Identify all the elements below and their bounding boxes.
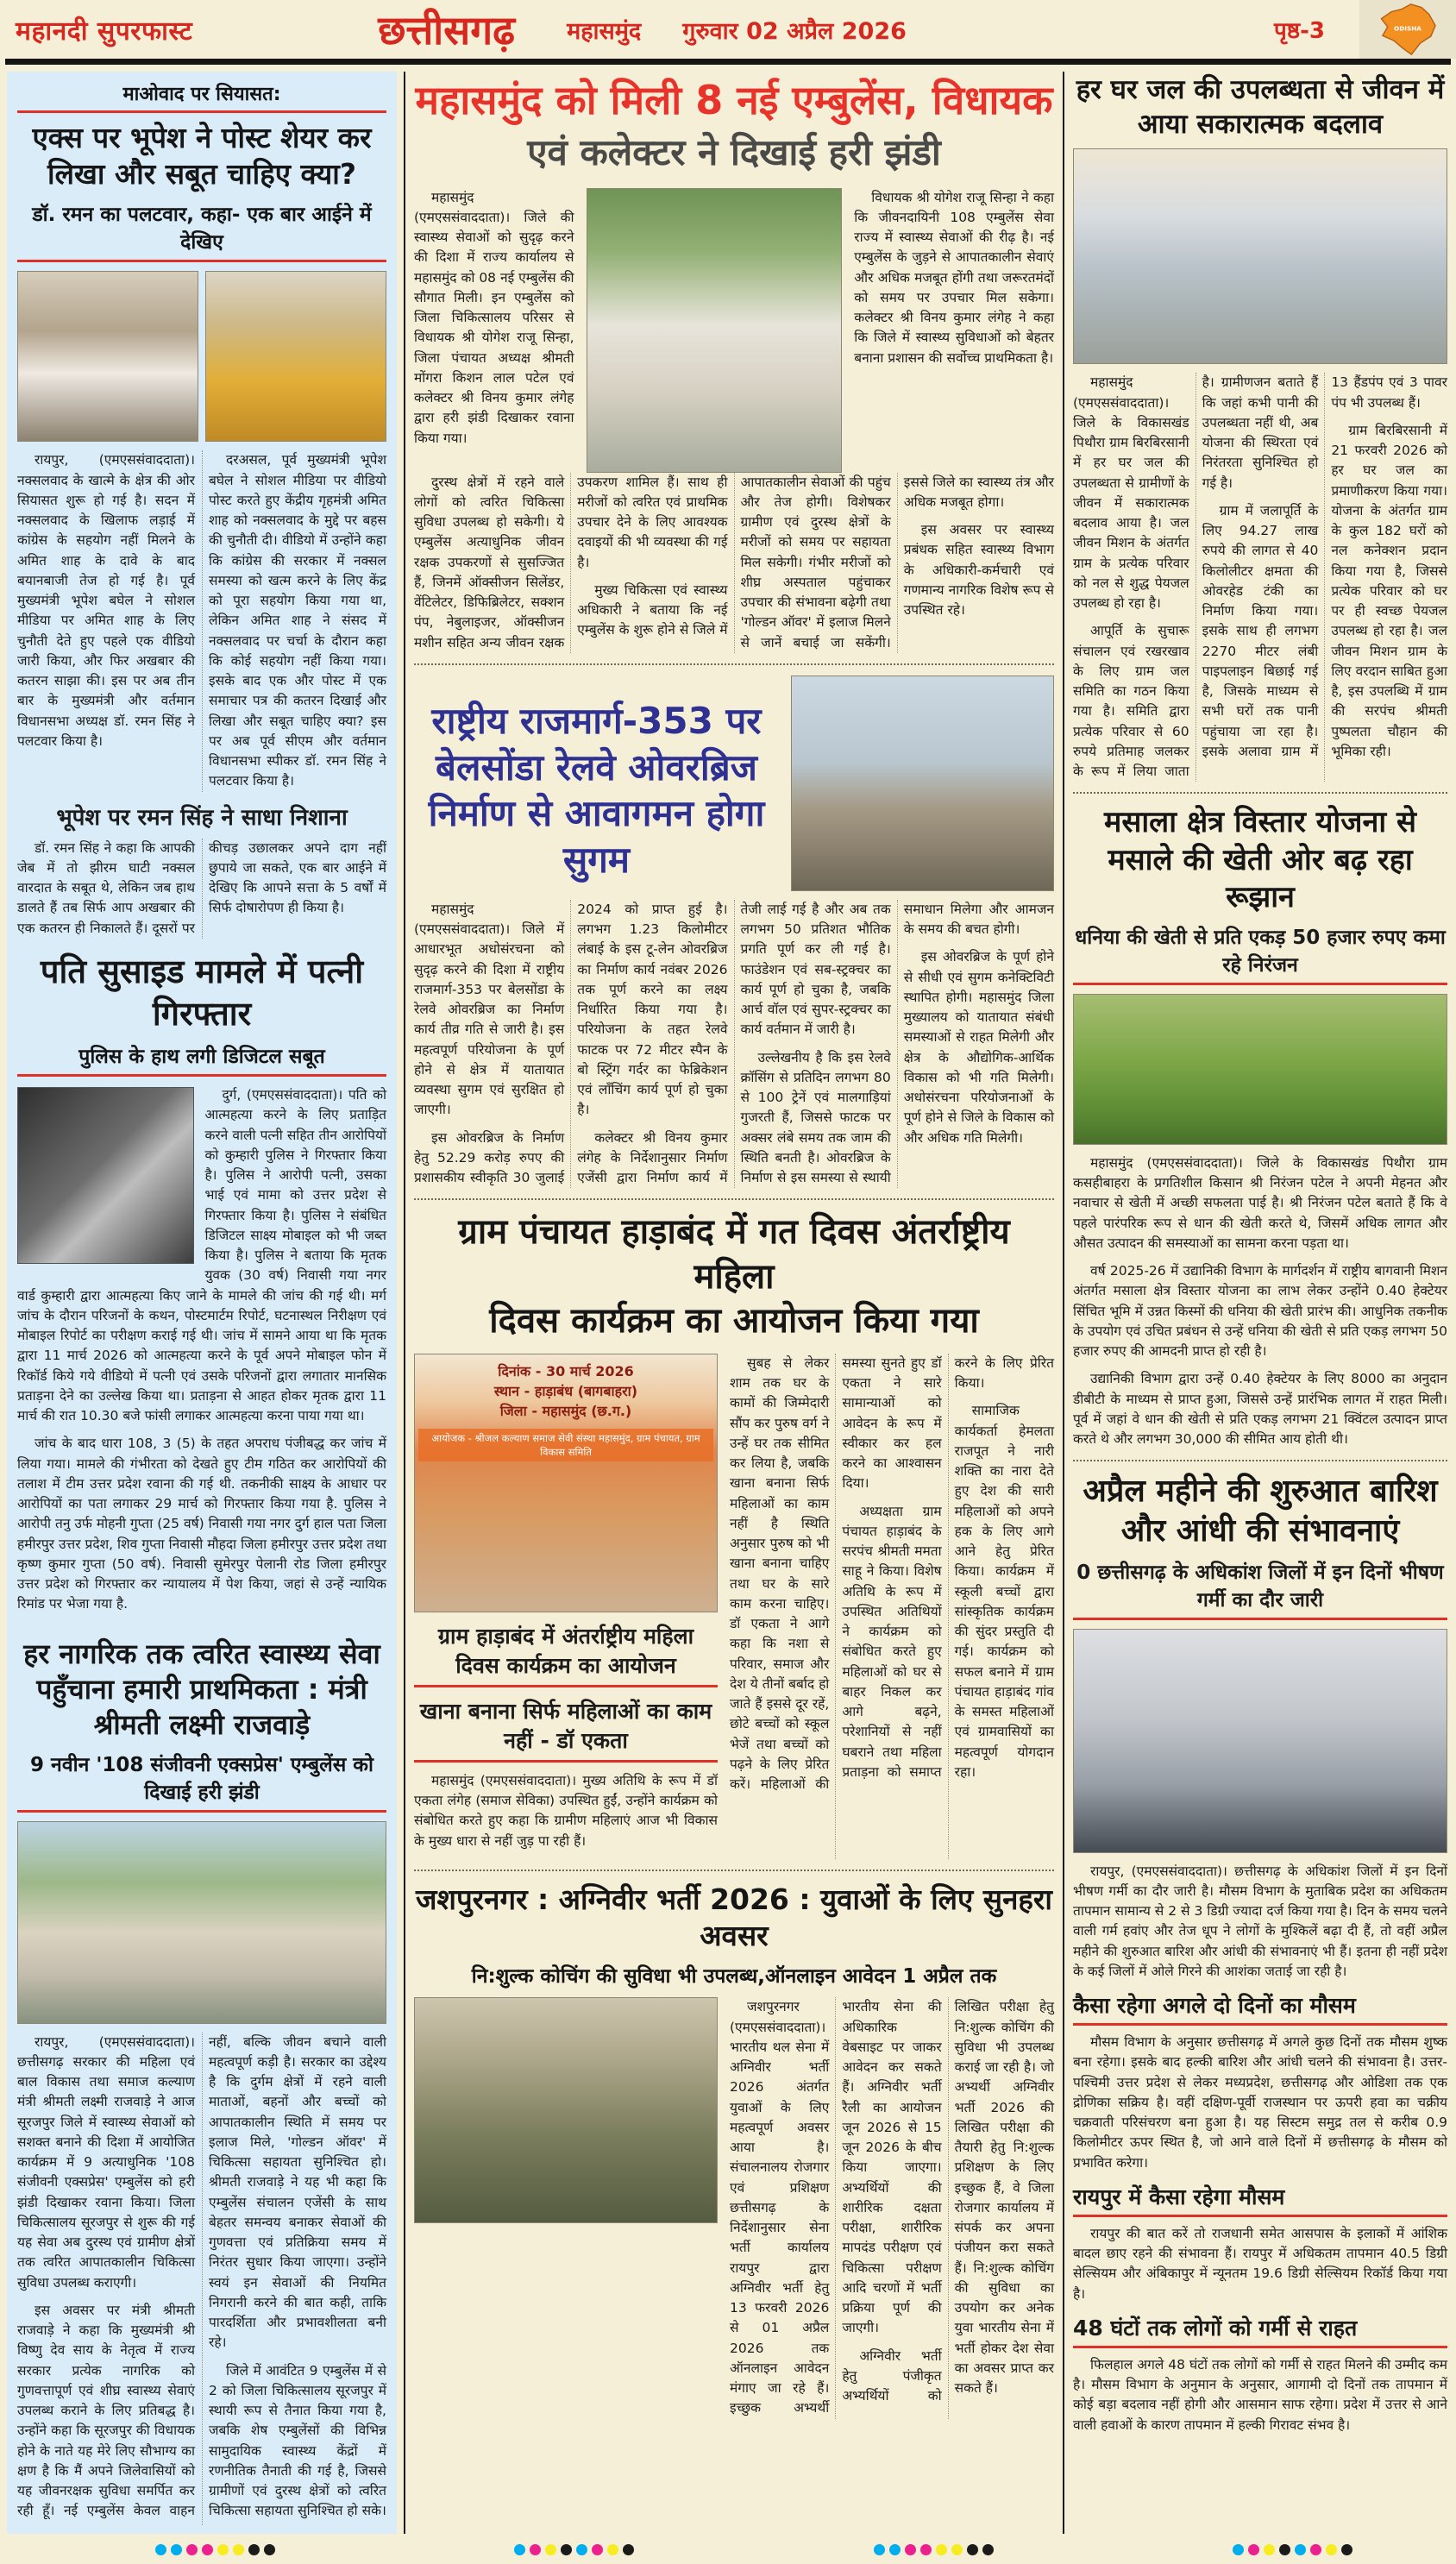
suicide-body: [17, 1085, 386, 1623]
weather-section-head-3: 48 घंटों तक लोगों को गर्मी से राहत: [1073, 2313, 1447, 2348]
raman-singh-photo: [205, 271, 386, 442]
paragraph: अध्यक्षता ग्राम पंचायत हाड़ाबंद के सरपंच श्रीमती ममता साहू ने किया। विशेष अतिथि के रूप में उपस्थित अतिथियों ने कार्यक्रम को संबोधित करते हुए महिलाओं को घर से बाहर निकल कर आगे बढ़ने, परेशानियों से नहीं घबराने तथा महिला प्रताड़ना को समाप्त करने के लिए प्रेरित किया।: [842, 1354, 1054, 1780]
headline-overbridge-line1: राष्ट्रीय राजमार्ग-353 पर बेलसोंडा रेलवे ओवरब्रिज: [431, 699, 762, 789]
maovad-body-2: [17, 839, 386, 939]
odisha-map-label: ODISHA: [1394, 24, 1421, 33]
overbridge-construction-photo: [791, 676, 1054, 891]
masthead-city: महासमुंद: [567, 17, 642, 45]
paragraph: कलेक्टर श्री विनय कुमार लंगेह के निर्देशानुसार निर्माण एजेंसी द्वारा निर्माण कार्य में तेजी लाई गई है और अब तक लगभग 50 प्रतिशत भौतिक प्रगति पूर्ण कर ली गई है। फाउंडेशन एवं सब-स्ट्रक्चर का कार्य पूर्ण हो चुका है, जबकि आर्च वॉल एवं सुपर-स्ट्रक्चर का कार्य वर्तमान में जारी है।: [577, 901, 891, 1186]
dotted-divider: [414, 663, 1054, 665]
registration-marks-icon: [155, 2544, 275, 2555]
divider-red: [17, 260, 386, 262]
article-har-ghar-jal: [1073, 73, 1447, 782]
headline-weather: अप्रैल महीने की शुरुआत बारिश और आंधी की संभावनाएं: [1083, 1474, 1438, 1549]
paragraph: जिले में आवंटित 9 एम्बुलेंस में से 2 को जिला चिकित्सालय सूरजपुर में स्थायी रूप से तैनात किया गया है, जबकि शेष एम्बुलेंसों की विभिन्न सामुदायिक स्वास्थ्य केंद्रों में रणनीतिक तैनाती की गई है, जिससे ग्रामीणों एवं दुरस्थ क्षेत्रों को त्वरित चिकित्सा सहायता सुनिश्चित हो सके।: [209, 2362, 386, 2519]
dotted-divider: [1073, 792, 1447, 794]
article-minister-ambulance: [17, 1637, 386, 2525]
headline-womens-day-line1: ग्राम पंचायत हाड़ाबंद में गत दिवस अंतर्राष्ट्रीय महिला: [458, 1212, 1010, 1297]
headline-maovad: एक्स पर भूपेश ने पोस्ट शेयर कर लिखा और सबूत चाहिए क्या?: [32, 121, 372, 192]
paragraph: रायपुर, (एमएससंवाददाता)। नक्सलवाद के खात्मे के क्षेत्र की ओर सियासत शुरू हो गई है। सदन में नक्सलवाद के खिलाफ लड़ाई में कांग्रेस के सहयोग नहीं मिलने के अमित शाह के दावे के बाद बयानबाजी तेज हो गई है। पूर्व मुख्यमंत्री भूपेश बघेल ने सोशल मीडिया पर अमित शाह के लिए चुनौती देते हुए पहले एक वीडियो जारी किया, और फिर अखबार की कतरन साझा की। इस पर अब तीन बार के मुख्यमंत्री और वर्तमान विधानसभा अध्यक्ष डॉ. रमन सिंह ने पलटवार किया है।: [17, 452, 195, 749]
womens-day-lead: [414, 1771, 718, 1851]
article-new-ambulances: [414, 75, 1054, 653]
minister-flagoff-photo: [17, 1821, 386, 2024]
divider-red: [17, 1810, 386, 1813]
paragraph: महासमुंद (एमएससंवाददाता)। जिले के विकासखंड पिथौरा ग्राम कसहीबाहरा के प्रगतिशील किसान श्री निरंजन पटेल ने अपनी मेहनत और नवाचार से खेती में अच्छी सफलता पाई है। श्री निरंजन पटेल बताते हैं कि वे पहले पारंपरिक रूप से धान की खेती करते थे, जिसमें अधिक लागत और औसत उत्पादन की समस्याओं का सामना करना पड़ता था।: [1073, 1154, 1447, 1251]
subhead-agniveer: नि:शुल्क कोचिंग की सुविधा भी उपलब्ध,ऑनलाइन आवेदन 1 अप्रैल तक: [471, 1965, 997, 1989]
womens-day-event-photo: [414, 1354, 718, 1612]
weather-section-head-1: कैसा रहेगा अगले दो दिनों का मौसम: [1073, 1990, 1447, 2026]
registration-marks-icon: [1233, 2544, 1352, 2555]
paragraph: ग्राम में जलापूर्ति के लिए 94.27 लाख रुपये की लागत से 40 किलोलीटर क्षमता की ओवरहेड टंकी का निर्माण किया गया। इसके साथ ही लगभग 2270 मीटर लंबी पाइपलाइन बिछाई गई है, जिसके माध्यम से सभी घरों तक पानी पहुंचाया जा रहा है। इसके अलावा ग्राम में 13 हैंडपंप एवं 3 पावर पंप भी उपलब्ध हैं।: [1202, 374, 1447, 759]
paragraph: महासमुंद (एमएससंवाददाता)। जिले की स्वास्थ्य सेवाओं को सुदृढ़ करने की दिशा में राज्य कार्यालय से महासमुंद को 08 नई एम्बुलेंस की सौगात मिली। इन एम्बुलेंस को जिला चिकित्सालय परिसर से विधायक श्री योगेश राजू सिन्हा, जिला पंचायत अध्यक्ष श्रीमती मोंगरा किशन लाल पटेल एवं कलेक्टर श्री विनय कुमार लंगेह द्वारा हरी झंडी दिखाकर रवाना किया गया।: [414, 189, 574, 446]
print-registration-strip: [0, 2537, 1456, 2564]
masthead-rule: [5, 59, 1451, 65]
paragraph: सामाजिक कार्यकर्ता हेमलता राजपूत ने नारी शक्ति का नारा देते हुए देश की सारी महिलाओं को अपने हक के लिए आगे आने हेतु प्रेरित किया। कार्यक्रम में स्कूली बच्चों द्वारा सांस्कृतिक कार्यक्रम की सुंदर प्रस्तुति दी गई। कार्यक्रम को सफल बनाने में ग्राम पंचायत हाड़ाबंद गांव के समस्त महिलाओं एवं ग्रामवासियों का महत्वपूर्ण योगदान रहा।: [954, 1403, 1054, 1780]
article-spice-farming: [1073, 804, 1447, 1449]
paragraph: रायपुर, (एमएससंवाददाता)। छत्तीसगढ़ सरकार की महिला एवं बाल विकास तथा समाज कल्याण मंत्री श्रीमती लक्ष्मी राजवाड़े ने आज सूरजपुर जिले में स्वास्थ्य सेवाओं को सशक्त बनाने की दिशा में आयोजित कार्यक्रम में 9 अत्याधुनिक '108 संजीवनी एक्सप्रेस' एम्बुलेंस को हरी झंडी दिखाकर रवाना किया। जिला चिकित्सालय सूरजपुर से शुरू की गई यह सेवा अब दुरस्थ एवं ग्रामीण क्षेत्रों तक त्वरित आपातकालीन चिकित्सा सुविधा उपलब्ध कराएगी।: [17, 2033, 195, 2291]
paragraph: ग्राम बिरबिरसानी में 21 फरवरी 2026 को हर घर जल का प्रमाणीकरण किया गया। योजना के अंतर्गत ग्राम के कुल 182 घरों को नल कनेक्शन प्रदान किया गया है, जिससे प्रत्येक परिवार को घर पर ही स्वच्छ पेयजल उपलब्ध हो रहा है। जल जीवन मिशन ग्राम के लिए वरदान साबित हुआ है, इस उपलब्धि में ग्राम की सरपंच श्रीमती पुष्पलता चौहान की भूमिका रही।: [1331, 422, 1447, 759]
paragraph: मौसम विभाग के अनुसार छत्तीसगढ़ में अगले कुछ दिनों तक मौसम शुष्क बना रहेगा। इसके बाद हल्की बारिश और आंधी चलने की संभावना है। उत्तर-पश्चिमी उत्तर प्रदेश से लेकर मध्यप्रदेश, छत्तीसगढ़ और ओडिशा तक एक द्रोणिका सक्रिय है। वहीं दक्षिण-पूर्वी राजस्थान पर ऊपरी हवा का चक्रीय चक्रवाती परिसंचरण बना हुआ है। यह सिस्टम समुद्र तल से करीब 0.9 किलोमीटर ऊपर स्थित है, जो आने वाले दिनों में छत्तीसगढ़ के मौसम को प्रभावित करेगा।: [1073, 2034, 1447, 2171]
water-body: [1073, 373, 1447, 782]
weather-section-body-3: [1073, 2355, 1447, 2435]
paragraph: डॉ. रमन सिंह ने कहा कि आपकी जेब में तो झीरम घाटी नक्सल वारदात के सबूत थे, लेकिन जब हाथ डालते हैं तब सिर्फ आप अखबार की एक कतरन ही निकालते हैं। दूसरों पर कीचड़ उछालकर अपने दाग नहीं छुपाये जा सकते, एक बार आईने में देखिए कि आपने सत्ता के 5 वर्षों में सिर्फ दोषारोपण ही किया है।: [17, 839, 386, 936]
paragraph: सुबह से लेकर शाम तक घर के कामों की जिम्मेदारी सौंप कर पुरुष वर्ग ने उन्हें घर तक सीमित कर लिया है, जबकि खाना बनाना सिर्फ महिलाओं का काम नहीं है स्थिति अनुसार पुरुष को भी खाना बनाना चाहिए तथा घर के सारे काम करना चाहिए। डॉ एकता ने आगे कहा कि नशा से परिवार, समाज और देश ये तीनों बर्बाद हो जाते हैं इससे दूर रहें, छोटे बच्चों को स्कूल भेजें तथा बच्चों को पढ़ने के लिए प्रेरित करें। महिलाओं की समस्या सुनते हुए डॉ एकता ने सारे सामान्याओं को आवेदन के रूप में स्वीकार कर हल करने का आश्वासन दिया।: [730, 1354, 942, 1793]
article-womens-day: [414, 1210, 1054, 1859]
headline-agniveer: जशपुरनगर : अग्निवीर भर्ती 2026 : युवाओं के लिए सुनहरा अवसर: [416, 1882, 1052, 1953]
headline-overbridge-line2: निर्माण से आवागमन होगा सुगम: [428, 792, 765, 882]
right-column: [1071, 72, 1449, 2534]
paragraph: फिलहाल अगले 48 घंटों तक लोगों को गर्मी से राहत मिलने की उम्मीद कम है। मौसम विभाग के अनुमान के अनुसार, आगामी दो दिनों तक तापमान में कोई बड़ा बदलाव नहीं होगी और आसमान साफ रहेगा। प्रदेश में उत्तर से आने वाली हवाओं के कारण तापमान में हल्की गिरावट संभव है।: [1073, 2356, 1447, 2433]
left-blue-box: [7, 72, 397, 2534]
spice-body: [1073, 1153, 1447, 1450]
ambulance-body: [414, 473, 1054, 653]
paragraph: इस अवसर पर स्वास्थ्य प्रबंधक सहित स्वास्थ्य विभाग के अधिकारी-कर्मचारी एवं गणमान्य नागरिक विशेष रूप से उपस्थित रहे।: [903, 522, 1054, 619]
paragraph: महासमुंद (एमएससंवाददाता)। मुख्य अतिथि के रूप में डॉ एकता लंगेह (समाज सेविका) उपस्थित हुईं, उन्होंने कार्यक्रम को संबोधित करते हुए कहा कि ग्रामीण महिलाएं आज भी विकास के मुख्य धारा से नहीं जुड़ पा रही हैं।: [414, 1772, 718, 1849]
subhead-minister: 9 नवीन '108 संजीवनी एक्सप्रेस' एम्बुलेंस को दिखाई हरी झंडी: [30, 1753, 373, 1804]
masthead-date: गुरुवार 02 अप्रैल 2026: [682, 17, 907, 45]
headline-ambulance-line2: एवं कलेक्टर ने दिखाई हरी झंडी: [527, 130, 941, 173]
headline-suicide: पति सुसाइड मामले में पत्नी गिरफ्तार: [40, 952, 364, 1033]
masthead: [0, 0, 1456, 59]
minister-body: [17, 2033, 386, 2526]
left-column: [7, 72, 397, 2534]
kicker: माओवाद पर सियासत:: [17, 80, 386, 113]
banner-line: दिनांक - 30 मार्च 2026: [498, 1362, 634, 1379]
registration-marks-icon: [874, 2544, 994, 2555]
center-column: [404, 72, 1064, 2534]
subhead-maovad: डॉ. रमन का पलटवार, कहा- एक बार आईने में देखिए: [32, 204, 372, 255]
paragraph: मुख्य चिकित्सा एवं स्वास्थ्य अधिकारी ने बताया कि नई एम्बुलेंस के शुरू होने से जिले में आपातकालीन सेवाओं की पहुंच और तेज होगी। विशेषकर ग्रामीण एवं दुरस्थ क्षेत्रों के मरीजों को समय पर सहायता मिल सकेगी। गंभीर मरीजों को शीघ्र अस्पताल पहुंचाकर उपचार की संभावना बढ़ेगी तथा 'गोल्डन ऑवर' में इलाज मिलने से जानें बचाई जा सकेंगी। इससे जिले का स्वास्थ्य तंत्र और अधिक मजबूत होगा।: [577, 474, 1054, 650]
registration-marks-icon: [514, 2544, 634, 2555]
paragraph: इस ओवरब्रिज के निर्माण हेतु 52.29 करोड़ रुपए की प्रशासकीय स्वीकृति 30 जुलाई 2024 को प्राप्त हुई है। लगभग 1.23 किलोमीटर लंबाई के इस टू-लेन ओवरब्रिज का निर्माण कार्य नवंबर 2026 तक पूर्ण करने का लक्ष्य निर्धारित किया गया है। परियोजना के तहत रेलवे फाटक पर 72 मीटर स्पैन के बो स्ट्रिंग गर्दर का फेब्रिकेशन एवं लाँचिंग कार्य पूर्ण हो चुका है।: [414, 901, 728, 1186]
weather-section-head-2: रायपुर में कैसा रहेगा मौसम: [1073, 2182, 1447, 2217]
odisha-map-graphic: [1359, 0, 1456, 59]
subhead-spice: धनिया की खेती से प्रति एकड़ 50 हजार रुपए कमा रहे निरंजन: [1073, 922, 1447, 985]
womens-day-row: [414, 1354, 1054, 1859]
paragraph: रायपुर, (एमएससंवाददाता)। छत्तीसगढ़ के अधिकांश जिलों में इन दिनों भीषण गर्मी का दौर जारी है। मौसम विभाग के मुताबिक प्रदेश का अधिकतम तापमान सामान्य से 2 से 3 डिग्री ज्यादा दर्ज किया गया है। दिन के समय चलने वाली गर्म हवांए और तेज धूप ने लोगों के मुश्किलें बढ़ा दी हैं, तो वहीं अप्रैल महीने की शुरुआत बारिश और आंधी की संभावनाएं भी हैं। इतना ही नहीं प्रदेश के कई जिलों में ओले गिरने की आशंका जताई जा रही है।: [1073, 1863, 1447, 1979]
ambulance-mid: [854, 188, 1054, 473]
paragraph: महासमुंद (एमएससंवाददाता)। जिले में आधारभूत अधोसंरचना को सुदृढ़ करने की दिशा में राष्ट्रीय राजमार्ग-353 पर बेलसोंडा के रेलवे ओवरब्रिज का निर्माण कार्य तीव्र गति से जारी है। इस महत्वपूर्ण परियोजना के पूर्ण होने से क्षेत्र में यातायात व्यवस्था सुगम एवं सुरक्षित हो जाएगी।: [414, 901, 565, 1118]
handcuffs-photo: [17, 1087, 194, 1264]
paragraph: अग्निवीर भर्ती हेतु पंजीकृत अभ्यर्थियों को लिखित परीक्षा हेतु नि:शुल्क कोचिंग की सुविधा भी उपलब्ध कराई जा रही है। जो अभ्यर्थी अग्निवीर भर्ती 2026 की लिखित परीक्षा की तैयारी हेतु नि:शुल्क प्रशिक्षण के लिए इच्छुक हैं, वे जिला रोजगार कार्यालय में संपर्क कर अपना पंजीयन करा सकते हैं। नि:शुल्क कोचिंग की सुविधा का उपयोग कर अनेक युवा भारतीय सेना में भर्ती होकर देश सेवा का अवसर प्राप्त कर सकते हैं।: [842, 1999, 1054, 2404]
politician-photos: [17, 271, 386, 442]
cloudy-sky-photo: [1073, 1629, 1447, 1853]
overbridge-body: [414, 900, 1054, 1189]
article-suicide-case: [17, 951, 386, 1623]
agniveer-body: [730, 1997, 1054, 2418]
box-headline-1: ग्राम हाड़ाबंद में अंतर्राष्ट्रीय महिला दिवस कार्यक्रम का आयोजन: [414, 1621, 718, 1687]
headline-ambulance-line1: महासमुंद को मिली 8 नई एम्बुलेंस, विधायक: [415, 77, 1053, 123]
headline-spice: मसाला क्षेत्र विस्तार योजना से मसाले की खेती ओर बढ़ रहा रूझान: [1104, 805, 1416, 915]
banner-organizer-line: आयोजक - श्रीजल कल्याण समाज सेवी संस्था महासमुंद, ग्राम पंचायत, ग्राम विकास समिति: [418, 1429, 713, 1461]
paragraph: जशपुरनगर (एमएससंवाददाता)। भारतीय थल सेना में अग्निवीर भर्ती 2026 अंतर्गत युवाओं के लिए महत्वपूर्ण अवसर आया है। संचालनालय रोजगार एवं प्रशिक्षण छत्तीसगढ़ के निर्देशानुसार सेना भर्ती कार्यालय रायपुर द्वारा अग्निवीर भर्ती हेतु 13 फरवरी 2026 से 01 अप्रैल 2026 तक ऑनलाइन आवेदन मंगाए जा रहे हैं। इच्छुक अभ्यर्थी भारतीय सेना की अधिकारिक वेबसाइट पर जाकर आवेदन कर सकते हैं। अग्निवीर भर्ती रैली का आयोजन जून 2026 से 15 जून 2026 के बीच किया जाएगा। अभ्यर्थियों की शारीरिक दक्षता परीक्षा, शारीरिक मापदंड परीक्षण एवं चिकित्सा परीक्षण आदि चरणों में भर्ती प्रक्रिया पूर्ण की जाएगी।: [730, 1999, 942, 2416]
overbridge-headlines: [414, 676, 779, 883]
water-event-photo: [1073, 148, 1447, 364]
paragraph: दुरस्थ क्षेत्रों में रहने वाले लोगों को त्वरित चिकित्सा सुविधा उपलब्ध हो सकेगी। ये एम्बुलेंस अत्याधुनिक जीवन रक्षक उपकरणों से सुसज्जित हैं, जिनमें ऑक्सीजन सिलेंडर, वेंटिलेटर, डिफिब्रिलेटर, सक्शन पंप, नेबुलाइजर, ऑक्सीजन मशीन सहित अन्य जीवन रक्षक उपकरण शामिल हैं। साथ ही मरीजों को त्वरित एवं प्राथमिक उपचार देने के लिए आवश्यक दवाइयों की भी व्यवस्था की गई है।: [414, 474, 728, 650]
banner-line: स्थान - हाड़ाबंध (बागबाहरा): [493, 1383, 638, 1400]
womens-day-left-stack: [414, 1354, 718, 1859]
banner-line: जिला - महासमुंद (छ.ग.): [499, 1403, 632, 1420]
coriander-field-photo: [1073, 994, 1447, 1145]
paragraph: वर्ष 2025-26 में उद्यानिकी विभाग के मार्गदर्शन में राष्ट्रीय बागवानी मिशन अंतर्गत मसाला क्षेत्र विस्तार योजना का लाभ लेकर उन्होंने 0.40 हेक्टेयर सिंचित भूमि में उन्नत किस्मों की धनिया की खेती प्रारंभ की। आधुनिक तकनीक के उपयोग एवं उचित प्रबंधन से उन्हें धनिया की खेती से प्रति एकड़ लगभग 50 हजार रुपए की आमदनी प्राप्त हो रही है।: [1073, 1263, 1447, 1360]
article-agniveer-recruitment: [414, 1882, 1054, 2419]
maovad-body: [17, 450, 386, 791]
ambulance-top-row: [414, 188, 1054, 473]
paragraph: उद्यानिकी विभाग द्वारा उन्हें 0.40 हेक्टेयर के लिए 8000 का अनुदान डीबीटी के माध्यम से प्राप्त हुआ, जिससे उन्हें प्रारंभिक लागत में राहत मिली। पूर्व में जहां वे धान की खेती से प्रति एकड़ लगभग 21 क्विंटल उत्पादन प्राप्त करते थे और लगभग 30,000 की सीमित आय होती थी।: [1073, 1371, 1447, 1448]
headline-water: हर घर जल की उपलब्धता से जीवन में आया सकारात्मक बदलाव: [1076, 74, 1445, 140]
soldiers-photo: [414, 1997, 718, 2223]
paragraph: दरअसल, पूर्व मुख्यमंत्री भूपेश बघेल ने सोशल मीडिया पर वीडियो पोस्ट करते हुए केंद्रीय गृहमंत्री अमित शाह को नक्सलवाद के मुद्दे पर बहस की चुनौती दी। वीडियो में उन्होंने कहा कि कांग्रेस की सरकार में नक्सल समस्या को खत्म करने के लिए केंद्र को पूरा सहयोग किया गया था, लेकिन अमित शाह ने संसद में नक्सलवाद पर चर्चा के दौरान कहा कि कोई सहयोग नहीं किया गया। इसके बाद एक और पोस्ट में एक समाचार पत्र की कतरन दिखाई और लिखा और सबूत चाहिए क्या? इस पर अब पूर्व सीएम और वर्तमान विधानसभा स्पीकर डॉ. रमन सिंह ने पलटवार किया है।: [209, 452, 386, 789]
headline-womens-day-line2: दिवस कार्यक्रम का आयोजन किया गया: [489, 1300, 979, 1341]
newspaper-name: महानदी सुपरफास्ट: [16, 16, 193, 47]
subhead-suicide: पुलिस के हाथ लगी डिजिटल सबूत: [78, 1046, 325, 1069]
weather-section-body-1: [1073, 2033, 1447, 2173]
page-number: पृष्ठ-3: [1274, 18, 1325, 44]
bhupesh-baghel-photo: [17, 271, 198, 442]
paragraph: महासमुंद (एमएससंवाददाता)। जिले के विकासखंड पिथौरा ग्राम बिरबिरसानी में हर घर जल की उपलब्धता से ग्रामीणों के जीवन में सकारात्मक बदलाव आया है। जल जीवन मिशन के अंतर्गत ग्राम के प्रत्येक परिवार को नल से शुद्ध पेयजल उपलब्ध हो रहा है।: [1073, 374, 1189, 612]
paragraph: इस अवसर पर मंत्री श्रीमती राजवाड़े ने कहा कि मुख्यमंत्री श्री विष्णु देव साय के नेतृत्व में राज्य सरकार प्रत्येक नागरिक को गुणवत्तापूर्ण एवं शीघ्र स्वास्थ्य सेवाएं उपलब्ध कराने के लिए प्रतिबद्ध है। उन्होंने कहा कि सूरजपुर की विधायक होने के नाते यह मेरे लिए सौभाग्य का क्षण है कि मैं अपने जिलेवासियों को यह जीवनरक्षक सुविधा समर्पित कर रही हूँ। नई एम्बुलेंस केवल वाहन नहीं, बल्कि जीवन बचाने वाली महत्वपूर्ण कड़ी है। सरकार का उद्देश्य है कि दुर्गम क्षेत्रों में रहने वाली माताओं, बहनों और बच्चों को आपातकालीन स्थिति में समय पर इलाज मिले, 'गोल्डन ऑवर' में चिकित्सा सहायता सुनिश्चित हो। श्रीमती राजवाड़े ने यह भी कहा कि एम्बुलेंस संचालन एजेंसी के साथ बेहतर समन्वय बनाकर सेवाओं की गुणवत्ता एवं प्रतिक्रिया समय में निरंतर सुधार किया जाएगा। उन्होंने स्वयं इन सेवाओं की नियमित निगरानी करने की बात कही, ताकि पारदर्शिता और प्रभावशीलता बनी रहे।: [17, 2033, 386, 2519]
dotted-divider: [414, 1198, 1054, 1200]
paragraph: आपूर्ति के सुचारू संचालन एवं रखरखाव के लिए ग्राम जल समिति का गठन किया गया है। समिति द्वारा प्रत्येक परिवार से 60 रुपये प्रतिमाह जलकर के रूप में लिया जाता है। ग्रामीणजन बताते हैं कि जहां कभी पानी की उपलब्धता नहीं थी, अब योजना की स्थिरता एवं निरंतरता सुनिश्चित हो गई है।: [1073, 374, 1319, 780]
weather-lead: [1073, 1862, 1447, 1983]
paragraph: दुर्ग, (एमएससंवाददाता)। पति को आत्महत्या करने के लिए प्रताड़ित करने वाली पत्नी सहित तीन आरोपियों को कुम्हारी पुलिस ने गिरफ्तार किया है। पुलिस ने आरोपी पत्नी, उसका भाई एवं मामा को उत्तर प्रदेश से गिरफ्तार किया है। पुलिस ने संबंधित डिजिटल साक्ष्य मोबाइल को भी जब्त किया है। पुलिस ने बताया कि मृतक युवक (30 वर्ष) निवासी गया नगर वार्ड कुम्हारी द्वारा आत्महत्या किए जाने के मामले की जांच की गई थी। मर्ग जांच के दौरान परिजनों के कथन, पोस्टमार्टम रिपोर्ट, घटनास्थल निरीक्षण एवं मोबाइल रिपोर्ट का परीक्षण कराई गई थी। जांच में सामने आया था कि मृतक द्वारा 11 मार्च 2026 को आत्महत्या करने के पूर्व अपने मोबाइल फोन में रिकॉर्ड किये गये वीडियो में पत्नी एवं उसके परिजनों द्वारा लगातार मानसिक प्रताड़ना देने का उल्लेख किया था। प्रताड़ना से आहत होकर मृतक द्वारा 11 मार्च की रात 10.30 बजे फांसी लगाकर आत्महत्या करना पाया गया था।: [17, 1087, 386, 1424]
headline-minister: हर नागरिक तक त्वरित स्वास्थ्य सेवा पहुँचाना हमारी प्राथमिकता : मंत्री श्रीमती लक्ष्मी राजवाड़े: [23, 1637, 380, 1741]
womens-day-body: [730, 1354, 1054, 1859]
edition-name: छत्तीसगढ़: [378, 7, 516, 53]
box-headline-2: खाना बनाना सिर्फ महिलाओं का काम नहीं - डॉ एकता: [414, 1696, 718, 1763]
paragraph: रायपुर की बात करें तो राजधानी समेत आसपास के इलाकों में आंशिक बादल छाए रहने की संभावना हैं। रायपुर में अधिकतम तापमान 40.5 डिग्री सेल्सियम और अंबिकापुर में न्यूनतम 19.6 डिग्री सेल्सियम रिकॉर्ड किया गया है।: [1073, 2225, 1447, 2302]
subhead-weather: 0 छत्तीसगढ़ के अधिकांश जिलों में इन दिनों भीषण गर्मी का दौर जारी: [1073, 1557, 1447, 1620]
ambulance-lead: [414, 188, 574, 473]
paragraph: उल्लेखनीय है कि इस रेलवे क्रॉसिंग से प्रतिदिन लगभग 80 से 100 ट्रेनें एवं मालगाड़ियां गुजरती हैं, जिससे फाटक पर अक्सर लंबे समय तक जाम की स्थिति बनती है। ओवरब्रिज के निर्माण से इस समस्या से स्थायी समाधान मिलेगा और आमजन के समय की बचत होगी।: [740, 901, 1054, 1186]
paragraph: विधायक श्री योगेश राजू सिन्हा ने कहा कि जीवनदायिनी 108 एम्बुलेंस सेवा राज्य में स्वास्थ्य सेवाओं की रीढ़ है। नई एम्बुलेंस के जुड़ने से आपातकालीन सेवाएं और अधिक मजबूत होंगी तथा जरूरतमंदों को समय पर उपचार मिल सकेगा। कलेक्टर श्री विनय कुमार लंगेह ने कहा कि जिले में स्वास्थ्य सुविधाओं को बेहतर बनाना प्रशासन की सर्वोच्च प्राथमिकता है।: [854, 189, 1054, 366]
overbridge-top-row: [414, 676, 1054, 891]
article-maovad-politics: [17, 80, 386, 939]
dotted-divider: [414, 1870, 1054, 1871]
article-weather: [1073, 1472, 1447, 2435]
event-banner-text: [422, 1361, 710, 1422]
divider-red: [17, 1074, 386, 1077]
dotted-divider: [1073, 1460, 1447, 1461]
article-railway-overbridge: [414, 676, 1054, 1189]
ambulance-flagoff-photo: [587, 188, 843, 473]
agniveer-row: [414, 1997, 1054, 2418]
paragraph: जांच के बाद धारा 108, 3 (5) के तहत अपराध पंजीबद्ध कर जांच में लिया गया। मामले की गंभीरता को देखते हुए टीम गठित कर आरोपियों की तलाश में टीम उत्तर प्रदेश रवाना की गई थी. तकनीकी साक्ष्य के आधार पर आरोपियों का पता लगाकर 29 मार्च को गिरफ्तार किया गया है. पुलिस ने आरोपी तनु उर्फ मोहनी गुप्ता (25 वर्ष) निवासी गया नगर दुर्ग हाल पता जिला हमीरपुर उत्तर प्रदेश, शिव गुप्ता निवासी मौहदा जिला हमीरपुर उत्तर प्रदेश तथा कृष्ण कुमार गुप्ता (50 वर्ष). निवासी सुमेरपुर पेलानी रोड जिला हमीरपुर उत्तर प्रदेश को गिरफ्तार कर न्यायालय में पेश किया, जहां से उन्हें न्यायिक रिमांड पर भेजा गया है.: [17, 1436, 386, 1612]
weather-section-body-2: [1073, 2224, 1447, 2304]
crosshead-raman: भूपेश पर रमन सिंह ने साधा निशाना: [56, 804, 348, 831]
page-body: [0, 65, 1456, 2537]
paragraph: इस ओवरब्रिज के पूर्ण होने से सीधी एवं सुगम कनेक्टिविटी स्थापित होगी। महासमुंद जिला मुख्यालय को यातायात संबंधी समस्याओं से राहत मिलेगी और क्षेत्र के औद्योगिक-आर्थिक विकास को भी गति मिलेगी। अधोसंरचना परियोजनाओं के पूर्ण होने से जिले के विकास को और अधिक गति मिलेगी।: [903, 949, 1054, 1146]
odisha-map-icon: [1365, 2, 1451, 57]
